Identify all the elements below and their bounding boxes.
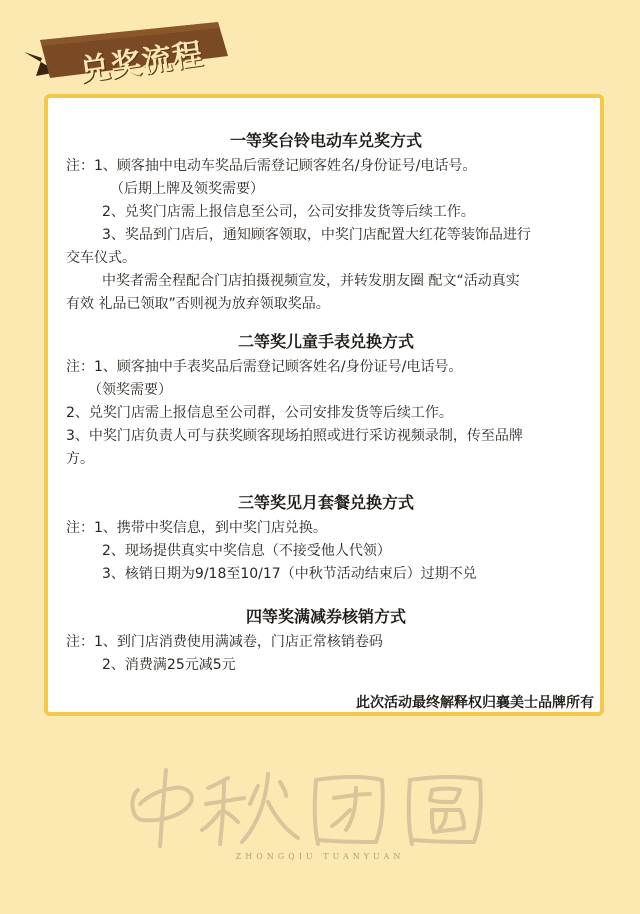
rule-line: 2、消费满25元减5元 (102, 657, 236, 673)
rule-line: 2、现场提供真实中奖信息（不接受他人代领） (102, 543, 391, 559)
section-third-prize (66, 492, 606, 586)
rule-line: 2、兑奖门店需上报信息至公司群，公司安排发货等后续工作。 (66, 405, 453, 421)
section-title: 二等奖儿童手表兑换方式 (237, 332, 414, 351)
section-banner (22, 18, 234, 88)
rule-line: （后期上牌及领奖需要） (110, 181, 264, 197)
rule-line: 注：1、携带中奖信息，到中奖门店兑换。 (66, 520, 327, 536)
rule-line: 注：1、顾客抽中手表奖品后需登记顾客姓名/身份证号/电话号。 (66, 359, 463, 375)
mid-autumn-logo (120, 760, 520, 850)
section-title: 一等奖台铃电动车兑奖方式 (229, 131, 422, 150)
disclaimer-text: 此次活动最终解释权归襄美士品牌所有 (356, 695, 594, 711)
rule-line: 方。 (66, 451, 94, 467)
rule-line: 交车仪式。 (66, 250, 136, 266)
logo-pinyin: ZHONGQIU TUANYUAN (235, 852, 405, 861)
rule-line: 3、奖品到门店后，通知顾客领取，中奖门店配置大红花等装饰品进行 (102, 227, 531, 243)
rule-line: 3、中奖门店负责人可与获奖顾客现场拍照或进行采访视频录制，传至品牌 (66, 428, 523, 444)
section-first-prize (66, 130, 606, 316)
section-title: 四等奖满减券核销方式 (245, 607, 406, 626)
rule-line: 3、核销日期为9/18至10/17（中秋节活动结束后）过期不兑 (102, 566, 477, 582)
rule-line: （领奖需要） (88, 382, 172, 398)
rule-line: 2、兑奖门店需上报信息至公司，公司安排发货等后续工作。 (102, 204, 475, 220)
section-second-prize (66, 331, 606, 471)
rule-line: 注：1、到门店消费使用满减卷，门店正常核销卷码 (66, 634, 383, 650)
rule-line: 注：1、顾客抽中电动车奖品后需登记顾客姓名/身份证号/电话号。 (66, 158, 477, 174)
banner-title: 兑奖流程 (78, 36, 206, 89)
section-title: 三等奖见月套餐兑换方式 (237, 493, 414, 512)
rule-line: 有效 礼品已领取”否则视为放弃领取奖品。 (66, 296, 330, 312)
section-fourth-prize (66, 606, 606, 677)
rule-line: 中奖者需全程配合门店拍摄视频宣发，并转发朋友圈 配文“活动真实 (102, 273, 520, 289)
